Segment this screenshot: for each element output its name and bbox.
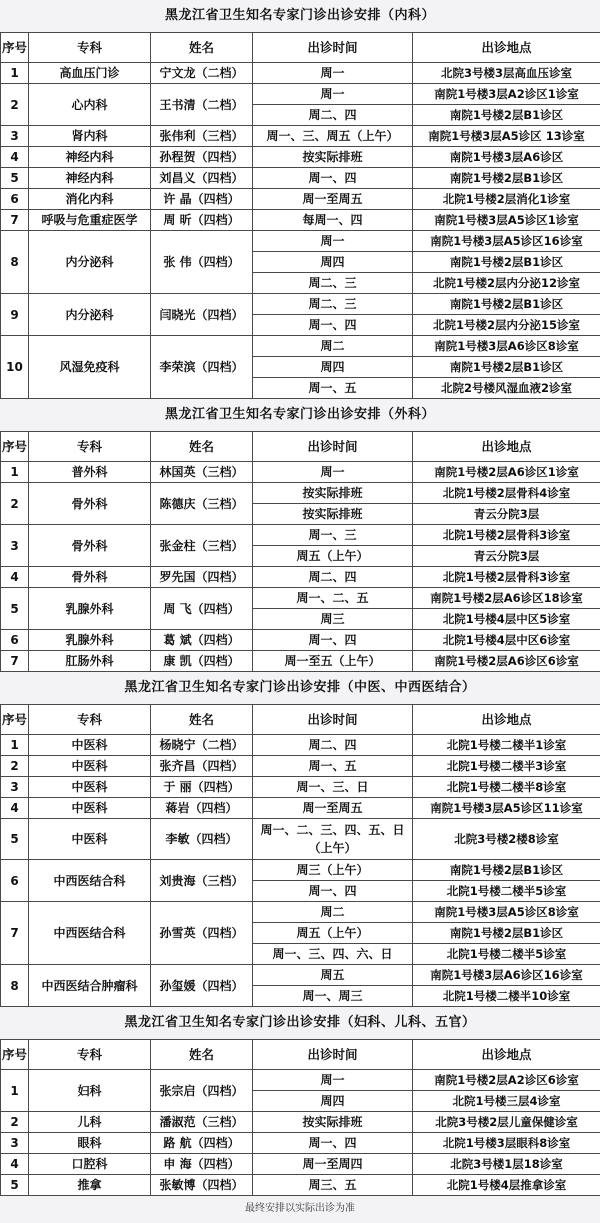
- table-row: [1, 525, 600, 546]
- row-number: 3: [1, 777, 29, 798]
- table-row: [1, 210, 600, 231]
- clinic-time-cell: 按实际排班: [253, 147, 413, 168]
- clinic-location-cell: 南院1号楼2层A2诊区6诊室: [413, 1070, 600, 1091]
- department-cell: 乳腺外科: [29, 630, 151, 651]
- header-name: 姓名: [151, 705, 253, 735]
- table-row: [1, 651, 600, 672]
- department-cell: 风湿免疫科: [29, 336, 151, 399]
- row-number: 4: [1, 1154, 29, 1175]
- table-row: [1, 231, 600, 252]
- doctor-name-cell: 蒋岩（四档）: [151, 798, 253, 819]
- clinic-time-cell: 周二、四: [253, 567, 413, 588]
- row-number: 3: [1, 1133, 29, 1154]
- row-number: 9: [1, 294, 29, 336]
- row-number: 6: [1, 860, 29, 902]
- clinic-location-cell: 南院1号楼3层A5诊区8诊室: [413, 902, 600, 923]
- clinic-location-cell: 南院1号楼3层A5诊区16诊室: [413, 231, 600, 252]
- department-cell: 消化内科: [29, 189, 151, 210]
- header-time: 出诊时间: [253, 33, 413, 63]
- clinic-time-cell: 周一、四: [253, 881, 413, 902]
- department-cell: 骨外科: [29, 525, 151, 567]
- row-number: 1: [1, 1070, 29, 1112]
- clinic-location-cell: 南院1号楼2层B1诊区: [413, 923, 600, 944]
- clinic-time-cell: 周五: [253, 965, 413, 986]
- header-no: 序号: [1, 1040, 29, 1070]
- clinic-time-cell: 周一、三、周五（上午）: [253, 126, 413, 147]
- department-cell: 骨外科: [29, 483, 151, 525]
- table-row: [1, 902, 600, 923]
- doctor-name-cell: 张齐昌（四档）: [151, 756, 253, 777]
- row-number: 4: [1, 147, 29, 168]
- table-row: [1, 189, 600, 210]
- row-number: 2: [1, 756, 29, 777]
- doctor-name-cell: 张 伟（四档）: [151, 231, 253, 294]
- table-row: [1, 336, 600, 357]
- clinic-time-cell: 周一至周五: [253, 189, 413, 210]
- clinic-location-cell: 北院3号楼2层儿童保健诊室: [413, 1112, 600, 1133]
- clinic-location-cell: 北院1号楼2层内分泌15诊室: [413, 315, 600, 336]
- clinic-location-cell: 北院1号楼2层内分泌12诊室: [413, 273, 600, 294]
- clinic-time-cell: 周一: [253, 462, 413, 483]
- header-dept: 专科: [29, 432, 151, 462]
- table-row: [1, 126, 600, 147]
- row-number: 1: [1, 462, 29, 483]
- table-row: [1, 63, 600, 84]
- row-number: 7: [1, 651, 29, 672]
- header-time: 出诊时间: [253, 432, 413, 462]
- clinic-location-cell: 北院1号楼3层眼科8诊室: [413, 1133, 600, 1154]
- row-number: 1: [1, 63, 29, 84]
- clinic-time-cell: 周一: [253, 84, 413, 105]
- clinic-time-cell: 周二、四: [253, 105, 413, 126]
- clinic-time-cell: 按实际排班: [253, 504, 413, 525]
- table-row: [1, 168, 600, 189]
- clinic-location-cell: 南院1号楼3层A6诊区: [413, 147, 600, 168]
- clinic-location-cell: 南院1号楼2层B1诊区: [413, 357, 600, 378]
- section-title: 黑龙江省卫生知名专家门诊出诊安排（中医、中西医结合）: [124, 680, 476, 695]
- row-number: 6: [1, 189, 29, 210]
- table-row: [1, 756, 600, 777]
- row-number: 2: [1, 84, 29, 126]
- header-no: 序号: [1, 33, 29, 63]
- doctor-name-cell: 孙雪英（四档）: [151, 902, 253, 965]
- clinic-time-cell: 周一、二、五: [253, 588, 413, 609]
- clinic-location-cell: 南院1号楼2层B1诊区: [413, 168, 600, 189]
- clinic-time-cell: 周五（上午）: [253, 546, 413, 567]
- clinic-time-cell: 周一: [253, 1070, 413, 1091]
- doctor-name-cell: 林国英（三档）: [151, 462, 253, 483]
- department-cell: 肾内科: [29, 126, 151, 147]
- row-number: 2: [1, 1112, 29, 1133]
- department-cell: 中西医结合科: [29, 860, 151, 902]
- clinic-location-cell: 南院1号楼3层A5诊区11诊室: [413, 798, 600, 819]
- doctor-name-cell: 申 海（四档）: [151, 1154, 253, 1175]
- department-cell: 乳腺外科: [29, 588, 151, 630]
- doctor-name-cell: 陈德庆（三档）: [151, 483, 253, 525]
- clinic-time-cell: 每周一、四: [253, 210, 413, 231]
- row-number: 2: [1, 483, 29, 525]
- clinic-time-cell: 周一至周四: [253, 1154, 413, 1175]
- schedule-table: [0, 431, 600, 672]
- table-row: [1, 630, 600, 651]
- department-cell: 中医科: [29, 735, 151, 756]
- department-cell: 神经内科: [29, 147, 151, 168]
- header-row: [1, 432, 600, 462]
- clinic-location-cell: 南院1号楼3层A2诊区1诊室: [413, 84, 600, 105]
- table-row: [1, 567, 600, 588]
- header-name: 姓名: [151, 1040, 253, 1070]
- doctor-name-cell: 孙玺媛（四档）: [151, 965, 253, 1007]
- clinic-location-cell: 北院1号楼4层中区6诊室: [413, 630, 600, 651]
- table-row: [1, 588, 600, 609]
- clinic-location-cell: 南院1号楼2层A6诊区6诊室: [413, 651, 600, 672]
- doctor-name-cell: 张伟利（三档）: [151, 126, 253, 147]
- doctor-name-cell: 李荣滨（四档）: [151, 336, 253, 399]
- clinic-time-cell: 周一至五（上午）: [253, 651, 413, 672]
- table-row: [1, 735, 600, 756]
- clinic-time-cell: 周二、四: [253, 735, 413, 756]
- doctor-name-cell: 周 昕（四档）: [151, 210, 253, 231]
- section-title: 黑龙江省卫生知名专家门诊出诊安排（内科）: [164, 8, 435, 23]
- table-row: [1, 965, 600, 986]
- header-place: 出诊地点: [413, 1040, 600, 1070]
- section-title: 黑龙江省卫生知名专家门诊出诊安排（外科）: [164, 407, 435, 422]
- schedule-table: [0, 1039, 600, 1196]
- table-row: [1, 1133, 600, 1154]
- department-cell: 高血压门诊: [29, 63, 151, 84]
- clinic-time-cell: 周二: [253, 902, 413, 923]
- department-cell: 中西医结合科: [29, 902, 151, 965]
- section-title: 黑龙江省卫生知名专家门诊出诊安排（妇科、儿科、五官）: [124, 1015, 476, 1030]
- doctor-name-cell: 葛 斌（四档）: [151, 630, 253, 651]
- department-cell: 口腔科: [29, 1154, 151, 1175]
- clinic-time-cell: 周一、四: [253, 630, 413, 651]
- table-row: [1, 798, 600, 819]
- clinic-location-cell: 北院1号楼二楼半8诊室: [413, 777, 600, 798]
- department-cell: 内分泌科: [29, 231, 151, 294]
- department-cell: 中医科: [29, 798, 151, 819]
- doctor-name-cell: 罗先国（四档）: [151, 567, 253, 588]
- department-cell: 妇科: [29, 1070, 151, 1112]
- table-row: [1, 462, 600, 483]
- row-number: 3: [1, 126, 29, 147]
- doctor-name-cell: 张敏博（四档）: [151, 1175, 253, 1196]
- header-no: 序号: [1, 432, 29, 462]
- row-number: 5: [1, 168, 29, 189]
- clinic-location-cell: 北院2号楼风湿血液2诊室: [413, 378, 600, 399]
- clinic-time-cell: 周一、二、三、四、五、日（上午）: [253, 819, 413, 860]
- row-number: 4: [1, 567, 29, 588]
- doctor-name-cell: 李敏（四档）: [151, 819, 253, 860]
- table-row: [1, 777, 600, 798]
- header-place: 出诊地点: [413, 33, 600, 63]
- department-cell: 中西医结合肿瘤科: [29, 965, 151, 1007]
- clinic-location-cell: 南院1号楼3层A5诊区 13诊室: [413, 126, 600, 147]
- header-no: 序号: [1, 705, 29, 735]
- clinic-time-cell: 周一: [253, 231, 413, 252]
- table-row: [1, 1154, 600, 1175]
- header-time: 出诊时间: [253, 1040, 413, 1070]
- header-place: 出诊地点: [413, 705, 600, 735]
- clinic-location-cell: 北院1号楼二楼半1诊室: [413, 735, 600, 756]
- table-row: [1, 294, 600, 315]
- doctor-name-cell: 张金柱（三档）: [151, 525, 253, 567]
- clinic-time-cell: 周一: [253, 63, 413, 84]
- row-number: 3: [1, 525, 29, 567]
- table-row: [1, 1070, 600, 1091]
- clinic-location-cell: 北院3号楼2楼8诊室: [413, 819, 600, 860]
- doctor-name-cell: 刘贵海（三档）: [151, 860, 253, 902]
- doctor-name-cell: 路 航（四档）: [151, 1133, 253, 1154]
- doctor-name-cell: 刘昌义（四档）: [151, 168, 253, 189]
- clinic-time-cell: 周三: [253, 609, 413, 630]
- clinic-location-cell: 南院1号楼3层A6诊区8诊室: [413, 336, 600, 357]
- department-cell: 普外科: [29, 462, 151, 483]
- clinic-time-cell: 周一、四: [253, 315, 413, 336]
- department-cell: 儿科: [29, 1112, 151, 1133]
- clinic-time-cell: 周一、四: [253, 1133, 413, 1154]
- row-number: 5: [1, 819, 29, 860]
- table-row: [1, 860, 600, 881]
- row-number: 7: [1, 210, 29, 231]
- clinic-location-cell: 青云分院3层: [413, 504, 600, 525]
- clinic-location-cell: 北院1号楼2层骨科3诊室: [413, 525, 600, 546]
- clinic-location-cell: 南院1号楼2层B1诊区: [413, 294, 600, 315]
- clinic-location-cell: 南院1号楼2层B1诊区: [413, 860, 600, 881]
- doctor-name-cell: 周 飞（四档）: [151, 588, 253, 630]
- header-dept: 专科: [29, 1040, 151, 1070]
- schedule-table: [0, 704, 600, 1007]
- department-cell: 神经内科: [29, 168, 151, 189]
- doctor-name-cell: 王书清（二档）: [151, 84, 253, 126]
- row-number: 4: [1, 798, 29, 819]
- clinic-location-cell: 北院1号楼二楼半10诊室: [413, 986, 600, 1007]
- table-row: [1, 84, 600, 105]
- clinic-time-cell: 周二、三: [253, 273, 413, 294]
- department-cell: 肛肠外科: [29, 651, 151, 672]
- header-dept: 专科: [29, 33, 151, 63]
- clinic-location-cell: 南院1号楼2层A6诊区1诊室: [413, 462, 600, 483]
- department-cell: 内分泌科: [29, 294, 151, 336]
- row-number: 7: [1, 902, 29, 965]
- doctor-name-cell: 宁文龙（二档）: [151, 63, 253, 84]
- header-name: 姓名: [151, 432, 253, 462]
- doctor-name-cell: 张宗启（四档）: [151, 1070, 253, 1112]
- doctor-name-cell: 于 丽（四档）: [151, 777, 253, 798]
- department-cell: 眼科: [29, 1133, 151, 1154]
- table-row: [1, 147, 600, 168]
- clinic-time-cell: 周一、三、日: [253, 777, 413, 798]
- clinic-location-cell: 南院1号楼2层A6诊区18诊室: [413, 588, 600, 609]
- clinic-location-cell: 南院1号楼3层A6诊区16诊室: [413, 965, 600, 986]
- row-number: 5: [1, 1175, 29, 1196]
- row-number: 1: [1, 735, 29, 756]
- clinic-location-cell: 南院1号楼3层A5诊区1诊室: [413, 210, 600, 231]
- doctor-name-cell: 康 凯（四档）: [151, 651, 253, 672]
- row-number: 6: [1, 630, 29, 651]
- clinic-location-cell: 北院1号楼三层4诊室: [413, 1091, 600, 1112]
- header-place: 出诊地点: [413, 432, 600, 462]
- department-cell: 中医科: [29, 756, 151, 777]
- clinic-time-cell: 周三（上午）: [253, 860, 413, 881]
- department-cell: 中医科: [29, 819, 151, 860]
- clinic-time-cell: 按实际排班: [253, 483, 413, 504]
- row-number: 8: [1, 231, 29, 294]
- department-cell: 中医科: [29, 777, 151, 798]
- clinic-location-cell: 青云分院3层: [413, 546, 600, 567]
- department-cell: 推拿: [29, 1175, 151, 1196]
- clinic-location-cell: 北院1号楼4层推拿诊室: [413, 1175, 600, 1196]
- row-number: 8: [1, 965, 29, 1007]
- clinic-time-cell: 周一、三: [253, 525, 413, 546]
- header-name: 姓名: [151, 33, 253, 63]
- clinic-time-cell: 周四: [253, 252, 413, 273]
- header-dept: 专科: [29, 705, 151, 735]
- clinic-time-cell: 周一、五: [253, 756, 413, 777]
- row-number: 10: [1, 336, 29, 399]
- clinic-time-cell: 周二: [253, 336, 413, 357]
- clinic-time-cell: 周三、五: [253, 1175, 413, 1196]
- clinic-time-cell: 周四: [253, 357, 413, 378]
- clinic-time-cell: 周一、三、四、六、日: [253, 944, 413, 965]
- department-cell: 心内科: [29, 84, 151, 126]
- table-row: [1, 483, 600, 504]
- clinic-location-cell: 北院3号楼1层18诊室: [413, 1154, 600, 1175]
- department-cell: 骨外科: [29, 567, 151, 588]
- doctor-name-cell: 许 晶（四档）: [151, 189, 253, 210]
- doctor-name-cell: 孙程贺（四档）: [151, 147, 253, 168]
- header-row: [1, 1040, 600, 1070]
- clinic-time-cell: 周四: [253, 1091, 413, 1112]
- header-time: 出诊时间: [253, 705, 413, 735]
- clinic-location-cell: 北院1号楼2层骨科4诊室: [413, 483, 600, 504]
- clinic-time-cell: 周一至周五: [253, 798, 413, 819]
- table-row: [1, 819, 600, 860]
- clinic-location-cell: 北院1号楼二楼半3诊室: [413, 756, 600, 777]
- clinic-time-cell: 周二、三: [253, 294, 413, 315]
- doctor-name-cell: 杨晓宁（二档）: [151, 735, 253, 756]
- clinic-location-cell: 南院1号楼2层B1诊区: [413, 105, 600, 126]
- clinic-time-cell: 按实际排班: [253, 1112, 413, 1133]
- clinic-location-cell: 北院3号楼3层高血压诊室: [413, 63, 600, 84]
- table-row: [1, 1175, 600, 1196]
- clinic-time-cell: 周一、五: [253, 378, 413, 399]
- doctor-name-cell: 闫晓光（四档）: [151, 294, 253, 336]
- department-cell: 呼吸与危重症医学: [29, 210, 151, 231]
- row-number: 5: [1, 588, 29, 630]
- clinic-time-cell: 周一、周三: [253, 986, 413, 1007]
- clinic-location-cell: 北院1号楼2层骨科3诊室: [413, 567, 600, 588]
- clinic-time-cell: 周五（上午）: [253, 923, 413, 944]
- footer-note: 最终安排以实际出诊为准: [245, 1203, 355, 1214]
- clinic-location-cell: 北院1号楼二楼半5诊室: [413, 881, 600, 902]
- doctor-name-cell: 潘淑范（三档）: [151, 1112, 253, 1133]
- header-row: [1, 705, 600, 735]
- clinic-time-cell: 周一、四: [253, 168, 413, 189]
- header-row: [1, 33, 600, 63]
- clinic-location-cell: 南院1号楼2层B1诊区: [413, 252, 600, 273]
- schedule-table: [0, 32, 600, 399]
- clinic-location-cell: 北院1号楼2层消化1诊室: [413, 189, 600, 210]
- table-row: [1, 1112, 600, 1133]
- clinic-location-cell: 北院1号楼4层中区5诊室: [413, 609, 600, 630]
- clinic-location-cell: 北院1号楼二楼半5诊室: [413, 944, 600, 965]
